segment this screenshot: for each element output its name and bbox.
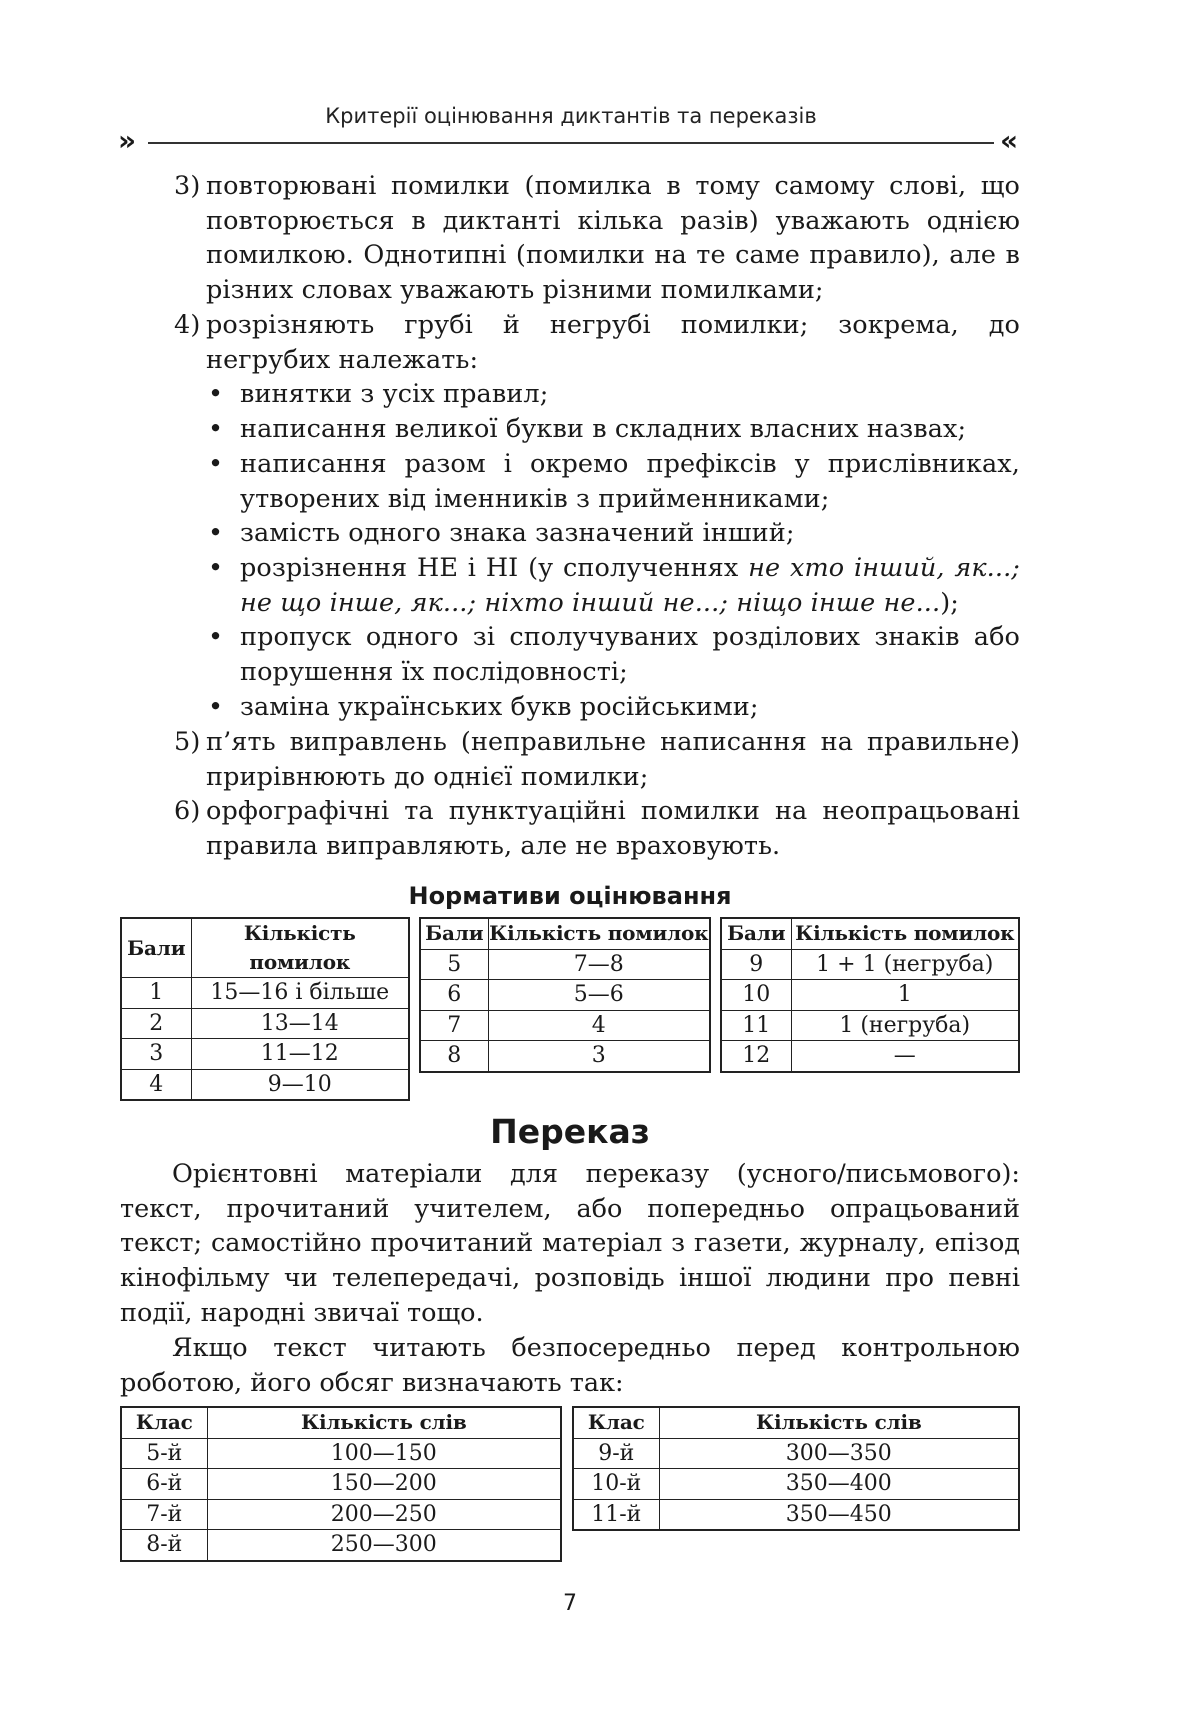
bullet-mark: •	[208, 414, 224, 444]
column-header: Клас	[573, 1407, 659, 1438]
bullet-item	[208, 447, 1020, 516]
table-row	[121, 1469, 561, 1500]
score-cell: 1	[121, 978, 191, 1009]
grade-cell: 7-й	[121, 1499, 207, 1530]
bullet-mark: •	[208, 518, 224, 548]
errors-cell: 13—14	[191, 1008, 409, 1039]
running-head: Критерії оцінювання диктантів та переказів	[325, 104, 817, 128]
norms-table-1	[120, 917, 410, 1101]
column-header: Кількість помилок	[488, 918, 710, 949]
bullet-item	[208, 516, 1020, 551]
list-number: 6)	[174, 796, 201, 826]
page-number: 7	[563, 1591, 577, 1616]
score-cell: 8	[420, 1041, 488, 1072]
table-row	[121, 1008, 409, 1039]
errors-cell: 9—10	[191, 1069, 409, 1100]
errors-cell: 1 (негруба)	[791, 1010, 1019, 1041]
words-cell: 100—150	[207, 1438, 561, 1469]
errors-cell: 7—8	[488, 949, 710, 980]
bullet-text: пропуск одного зі сполучуваних розділових знаків або порушення їх послідовності;	[240, 622, 1020, 687]
table-row	[573, 1499, 1019, 1530]
errors-cell: 1	[791, 980, 1019, 1011]
list-number: 4)	[174, 310, 201, 340]
table-row	[721, 980, 1019, 1011]
words-table-2	[572, 1406, 1020, 1531]
table-row	[573, 1469, 1019, 1500]
grade-cell: 8-й	[121, 1530, 207, 1561]
list-number: 5)	[174, 727, 201, 757]
table-header-row	[121, 918, 409, 978]
column-header: Кількість помилок	[791, 918, 1019, 949]
words-cell: 350—450	[659, 1499, 1019, 1530]
table-row	[420, 1010, 710, 1041]
left-guillemet-ornament: »	[118, 124, 137, 157]
score-cell: 6	[420, 980, 488, 1011]
norms-title: Нормативи оцінювання	[408, 882, 732, 910]
bullet-mark: •	[208, 553, 224, 583]
score-cell: 11	[721, 1010, 791, 1041]
table-row	[721, 1010, 1019, 1041]
bullet-mark: •	[208, 379, 224, 409]
bullet-text: написання великої букви в складних власних назвах;	[240, 414, 967, 444]
grade-cell: 9-й	[573, 1438, 659, 1469]
table-header-row	[420, 918, 710, 949]
bullet-text	[240, 551, 1020, 620]
list-number: 3)	[174, 171, 201, 201]
list-text: розрізняють грубі й негрубі помилки; зокрема, до негрубих належать:	[206, 310, 1020, 375]
list-item-6	[174, 794, 1020, 863]
bullet-text-tail: );	[940, 587, 959, 618]
grade-cell: 6-й	[121, 1469, 207, 1500]
table-header-row	[573, 1407, 1019, 1438]
table-row	[721, 949, 1019, 980]
table-row	[721, 1041, 1019, 1072]
score-cell: 4	[121, 1069, 191, 1100]
score-cell: 3	[121, 1039, 191, 1070]
score-cell: 9	[721, 949, 791, 980]
header-rule	[148, 142, 994, 144]
bullet-item	[208, 377, 1020, 412]
bullet-text: замість одного знака зазначений інший;	[240, 518, 795, 548]
errors-cell: 11—12	[191, 1039, 409, 1070]
section-title: Переказ	[490, 1112, 650, 1151]
table-row	[420, 1041, 710, 1072]
bullet-mark: •	[208, 692, 224, 722]
table-row	[420, 980, 710, 1011]
table-row	[121, 1039, 409, 1070]
table-row	[121, 1438, 561, 1469]
table-header-row	[121, 1407, 561, 1438]
bullet-text: винятки з усіх правил;	[240, 379, 549, 409]
column-header: Бали	[121, 918, 191, 978]
table-row	[420, 949, 710, 980]
table-row	[121, 1069, 409, 1100]
table-row	[121, 1499, 561, 1530]
words-table-1	[120, 1406, 562, 1562]
norms-table-3	[720, 917, 1020, 1073]
column-header: Кількість помилок	[191, 918, 409, 978]
errors-cell: 15—16 і більше	[191, 978, 409, 1009]
bullet-text: написання разом і окремо префіксів у прислівниках, утворених від іменників з прийменниками;	[240, 449, 1020, 514]
grade-cell: 5-й	[121, 1438, 207, 1469]
words-cell: 350—400	[659, 1469, 1019, 1500]
list-text: п’ять виправлень (неправильне написання на правильне) прирівнюють до однієї помилки;	[206, 727, 1020, 792]
words-cell: 200—250	[207, 1499, 561, 1530]
norms-table-2	[419, 917, 711, 1073]
errors-cell: 5—6	[488, 980, 710, 1011]
bullet-mark: •	[208, 622, 224, 652]
score-cell: 7	[420, 1010, 488, 1041]
list-item-3	[174, 169, 1020, 308]
column-header: Кількість слів	[659, 1407, 1019, 1438]
list-item-4	[174, 308, 1020, 377]
paragraph: Якщо текст читають безпосередньо перед контрольною роботою, його обсяг визначають так:	[120, 1333, 1020, 1398]
list-text: орфографічні та пунктуаційні помилки на неопрацьовані правила виправляють, але не враховують.	[206, 796, 1020, 861]
score-cell: 12	[721, 1041, 791, 1072]
column-header: Бали	[721, 918, 791, 949]
table-header-row	[721, 918, 1019, 949]
errors-cell: 3	[488, 1041, 710, 1072]
score-cell: 2	[121, 1008, 191, 1039]
grade-cell: 11-й	[573, 1499, 659, 1530]
table-row	[573, 1438, 1019, 1469]
bullet-item	[208, 690, 1020, 725]
bullet-italic-examples: не хто інший, як...; не що інше, як...; ніхто інший не...; ніщо інше не...	[240, 553, 1020, 618]
words-cell: 150—200	[207, 1469, 561, 1500]
column-header: Кількість слів	[207, 1407, 561, 1438]
paragraph: Орієнтовні матеріали для переказу (усного/письмового): текст, прочитаний учителем, або попередньо опрацьований текст; самостійно прочитаний матеріал з газети, журналу, епізод кінофільму чи телепередачі, розповідь іншої людини про певні події, народні звичаї тощо.	[120, 1159, 1020, 1328]
words-cell: 250—300	[207, 1530, 561, 1561]
list-text: повторювані помилки (помилка в тому самому слові, що повторюється в диктанті кілька разів) уважають однією помилкою. Однотипні (помилки на те саме правило), але в різних словах уважають різними помилками;	[206, 171, 1020, 306]
errors-cell: 1 + 1 (негруба)	[791, 949, 1019, 980]
bullet-item	[208, 412, 1020, 447]
bullet-item	[208, 620, 1020, 689]
words-cell: 300—350	[659, 1438, 1019, 1469]
score-cell: 5	[420, 949, 488, 980]
table-row	[121, 978, 409, 1009]
table-row	[121, 1530, 561, 1561]
score-cell: 10	[721, 980, 791, 1011]
column-header: Клас	[121, 1407, 207, 1438]
errors-cell: —	[791, 1041, 1019, 1072]
right-guillemet-ornament: «	[1000, 124, 1019, 157]
grade-cell: 10-й	[573, 1469, 659, 1500]
list-item-5	[174, 725, 1020, 794]
bullet-item	[208, 551, 1020, 620]
bullet-mark: •	[208, 449, 224, 479]
errors-cell: 4	[488, 1010, 710, 1041]
bullet-text: заміна українських букв російськими;	[240, 692, 759, 722]
bullet-text-lead: розрізнення НЕ і НІ (у сполученнях	[240, 553, 749, 583]
column-header: Бали	[420, 918, 488, 949]
